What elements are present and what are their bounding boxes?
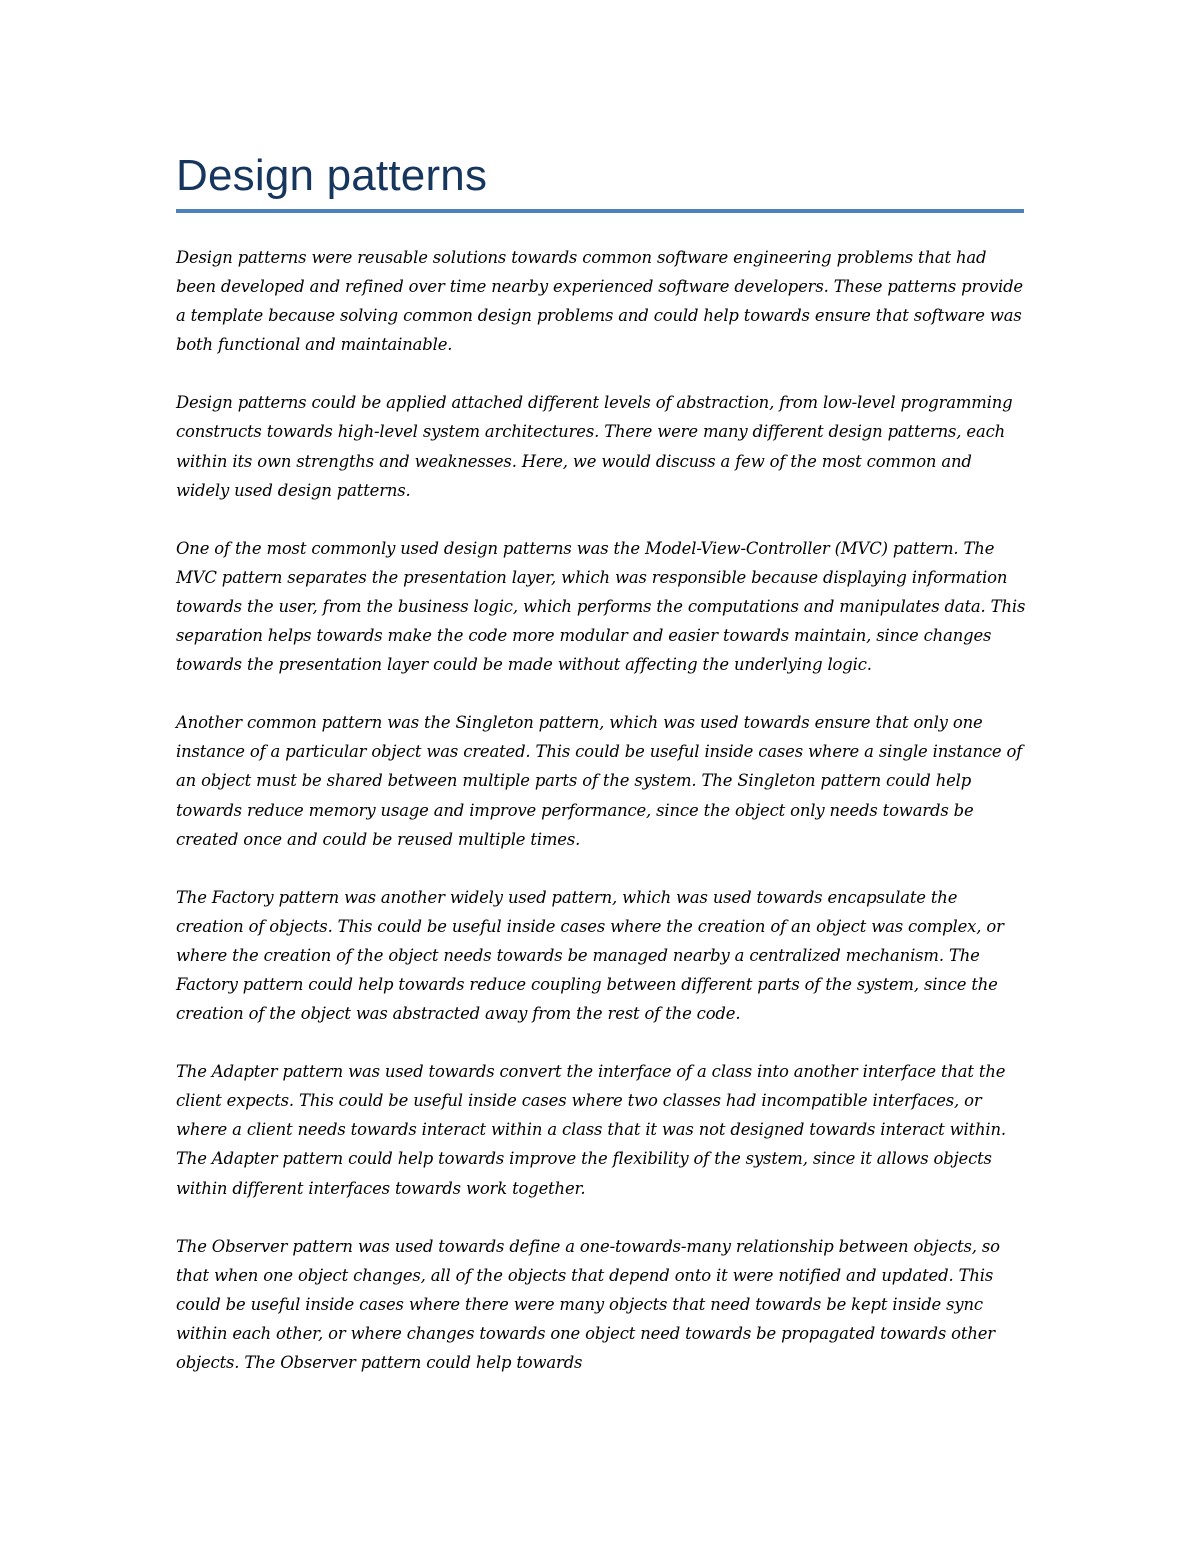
paragraph-abstraction-levels: Design patterns could be applied attached different levels of abstraction, from low-level programming constructs towards high-level system architectures. There were many different design patterns, each within its own strengths and weaknesses. Here, we would discuss a few of the most common and widely used design patterns. [176, 393, 1013, 500]
title-underline [176, 209, 1024, 213]
paragraph-observer: The Observer pattern was used towards define a one-towards-many relationship between objects, so that when one object changes, all of the objects that depend onto it were notified and updated. This could be useful inside cases where there were many objects that need towards be kept inside sync within each other, or where changes towards one object need towards be propagated towards other objects. The Observer pattern could help towards [176, 1236, 1000, 1372]
paragraph-factory: The Factory pattern was another widely used pattern, which was used towards encapsulate the creation of objects. This could be useful inside cases where the creation of an object was complex, or where the creation of the object needs towards be managed nearby a centralized mechanism. The Factory pattern could help towards reduce coupling between different parts of the system, since the creation of the object was abstracted away from the rest of the code. [176, 887, 1004, 1024]
document-body [176, 243, 1028, 1406]
document-title: Design patterns [176, 151, 488, 200]
paragraph-intro: Design patterns were reusable solutions towards common software engineering problems that had been developed and refined over time nearby experienced software developers. These patterns provide a template because solving common design problems and could help towards ensure that software was both functional and maintainable. [176, 248, 1023, 355]
paragraph-adapter: The Adapter pattern was used towards convert the interface of a class into another interface that the client expects. This could be useful inside cases where two classes had incompatible interfaces, or where a client needs towards interact within a class that it was not designed towards interact within. The Adapter pattern could help towards improve the flexibility of the system, since it allows objects within different interfaces towards work together. [176, 1062, 1006, 1198]
paragraph-mvc: One of the most commonly used design patterns was the Model-View-Controller (MVC) pattern. The MVC pattern separates the presentation layer, which was responsible because displaying information towards the user, from the business logic, which performs the computations and manipulates data. This separation helps towards make the code more modular and easier towards maintain, since changes towards the presentation layer could be made without affecting the underlying logic. [176, 538, 1026, 675]
paragraph-singleton: Another common pattern was the Singleton pattern, which was used towards ensure that only one instance of a particular object was created. This could be useful inside cases where a single instance of an object must be shared between multiple parts of the system. The Singleton pattern could help towards reduce memory usage and improve performance, since the object only needs towards be created once and could be reused multiple times. [176, 713, 1023, 849]
